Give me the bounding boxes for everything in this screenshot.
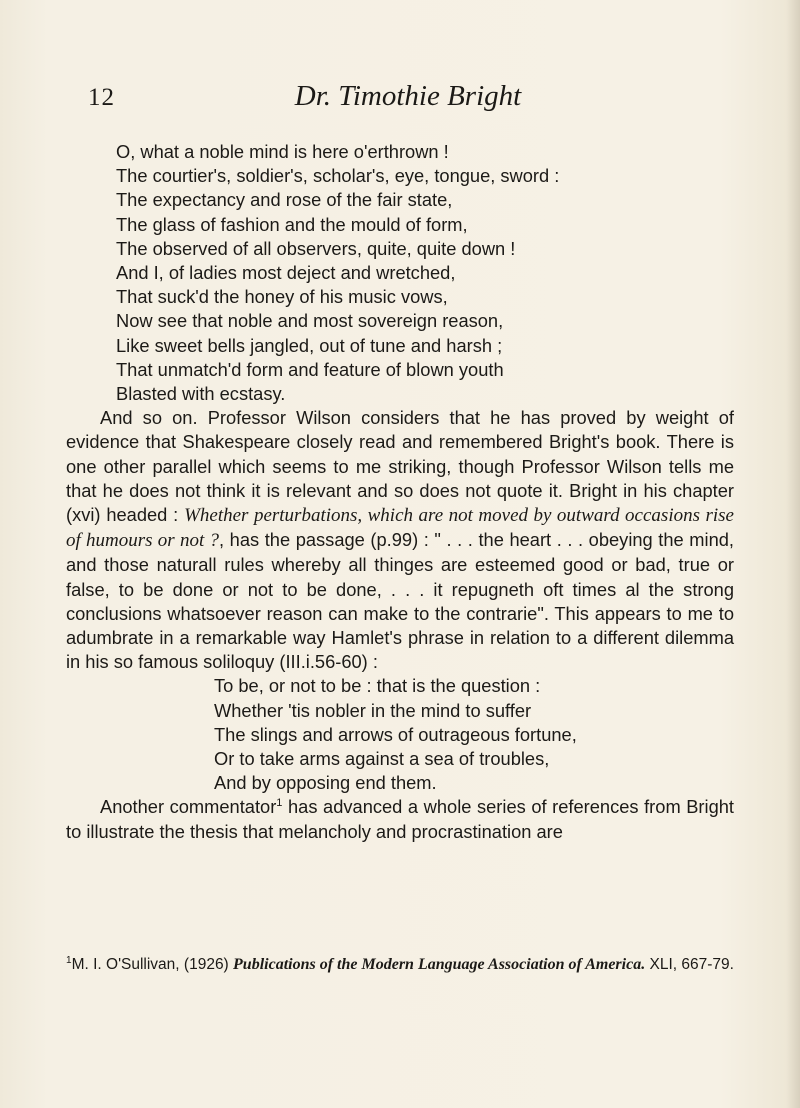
verse-line: Whether 'tis nobler in the mind to suffer	[214, 699, 532, 721]
journal-title: Publications of the Modern Language Association of America.	[233, 956, 646, 973]
verse-line: Blasted with ecstasy.	[116, 383, 286, 405]
paragraph-text: And so on. Professor Wilson considers that he has proved by weight of evidence that Shakespeare closely read and remembered Bright's book. There is one other parallel which seems to me striking, though Professor Wilson tells me that he does not think it is relevant and so does not quote it. Bright in his chapter (xvi) headed :	[66, 407, 734, 526]
verse-line: That unmatch'd form and feature of blown youth	[116, 358, 504, 380]
paragraph-text: has advanced a whole series of references from Bright to illustrate the thesis that melancholy and procrastination are	[66, 796, 734, 842]
verse-line: And by opposing end them.	[214, 772, 437, 794]
verse-line: The observed of all observers, quite, quite down !	[116, 237, 516, 259]
verse-line: The glass of fashion and the mould of form,	[116, 213, 468, 235]
body-text	[66, 140, 734, 844]
verse-line: Now see that noble and most sovereign reason,	[116, 310, 504, 332]
verse-line: The courtier's, soldier's, scholar's, eye, tongue, sword :	[116, 165, 560, 187]
footnote-text: XLI, 667-79.	[645, 956, 734, 973]
footnote-reference[interactable]: 1	[276, 797, 283, 810]
page-edge-shadow	[786, 0, 800, 1108]
footnote-text: M. I. O'Sullivan, (1926)	[71, 956, 234, 973]
paragraph-text: Another commentator	[100, 796, 277, 818]
footnote	[66, 954, 734, 975]
verse-line: And I, of ladies most deject and wretched,	[116, 262, 456, 284]
verse-line: That suck'd the honey of his music vows,	[116, 286, 448, 308]
chapter-title: Whether perturbations, which are not moved by outward occasions rise of humours or not ?	[66, 505, 734, 552]
verse-quotation-soliloquy	[214, 674, 734, 795]
paragraph-wilson-parallel	[66, 406, 734, 674]
page-number: 12	[88, 84, 115, 111]
footnote-marker: 1	[66, 955, 72, 966]
paragraph-text: , has the passage (p.99) : " . . . the heart . . . obeying the mind, and those naturall rules whereby all thinges are esteemed good or bad, true or false, to be done or not to be done, . . . it repugneth oft times al the strong conclusions whatsoever reason can make to the contrarie". This appears to me to adumbrate in a remarkable way Hamlet's phrase in relation to a different dilemma in his so famous soliloquy (III.i.56-60) :	[66, 529, 735, 673]
verse-line: The slings and arrows of outrageous fortune,	[214, 723, 577, 745]
running-head	[88, 80, 728, 120]
verse-line: Like sweet bells jangled, out of tune and harsh ;	[116, 334, 503, 356]
verse-line: To be, or not to be : that is the question :	[214, 675, 541, 697]
verse-line: The expectancy and rose of the fair state,	[116, 189, 453, 211]
verse-line: O, what a noble mind is here o'erthrown !	[116, 141, 449, 162]
verse-quotation-hamlet-ophelia	[116, 140, 734, 406]
verse-line: Or to take arms against a sea of troubles,	[214, 748, 550, 770]
running-title: Dr. Timothie Bright	[294, 80, 522, 112]
paragraph-commentator	[66, 795, 734, 843]
